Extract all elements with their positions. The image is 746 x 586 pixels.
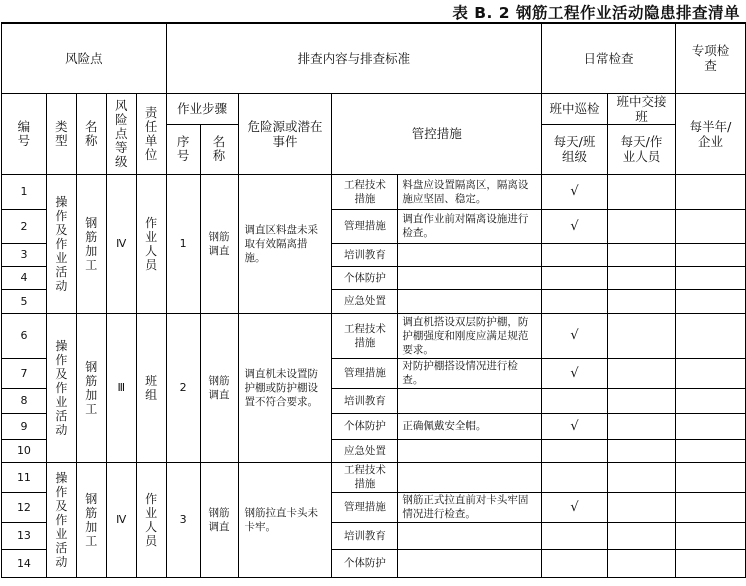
group-2-step-seq: 2 <box>166 313 200 462</box>
group-3-responsible: 作业人员 <box>136 462 166 577</box>
control-measure: 调直机搭设双层防护棚，防护棚强度和刚度应满足规范要求。 <box>398 313 542 358</box>
check-mark <box>542 462 608 492</box>
group-2-risk-level: Ⅲ <box>106 313 136 462</box>
header-risk-point: 风险点 <box>2 23 167 93</box>
check-cell <box>675 358 745 388</box>
group-2-name: 钢筋加工 <box>76 313 106 462</box>
control-measure <box>398 522 542 549</box>
control-measure <box>398 388 542 413</box>
check-cell <box>608 289 676 313</box>
document-title <box>0 0 746 22</box>
header-col-name: 名称 <box>76 93 106 174</box>
group-3-hazard: 钢筋拉直卡头未卡牢。 <box>238 462 332 577</box>
group-2-hazard: 调直机未设置防护棚或防护棚设置不符合要求。 <box>238 313 332 462</box>
control-measure <box>398 266 542 289</box>
header-freq-handover: 每天/作业人员 <box>608 124 676 174</box>
header-col-work-steps: 作业步骤 <box>166 93 238 124</box>
row-number: 10 <box>2 439 47 462</box>
check-cell <box>608 358 676 388</box>
group-3-name: 钢筋加工 <box>76 462 106 577</box>
header-col-control: 管控措施 <box>332 93 542 174</box>
control-label: 培训教育 <box>332 388 398 413</box>
control-measure <box>398 462 542 492</box>
check-mark <box>542 439 608 462</box>
header-special-inspection: 专项检查 <box>675 23 745 93</box>
control-label: 管理措施 <box>332 209 398 243</box>
group-1-hazard: 调直区料盘未采取有效隔离措施。 <box>238 174 332 313</box>
control-label: 应急处置 <box>332 439 398 462</box>
control-label: 个体防护 <box>332 413 398 439</box>
row-number: 14 <box>2 549 47 577</box>
row-number: 5 <box>2 289 47 313</box>
check-cell <box>608 522 676 549</box>
control-label: 工程技术措施 <box>332 313 398 358</box>
control-measure <box>398 439 542 462</box>
check-mark: √ <box>542 313 608 358</box>
header-daily-inspection: 日常检查 <box>542 23 676 93</box>
group-1-step-name: 钢筋调直 <box>200 174 238 313</box>
header-col-no: 编号 <box>2 93 47 174</box>
check-cell <box>608 413 676 439</box>
control-measure: 对防护棚搭设情况进行检查。 <box>398 358 542 388</box>
control-measure: 调直作业前对隔离设施进行检查。 <box>398 209 542 243</box>
check-mark: √ <box>542 174 608 209</box>
document-title-text: 表 B. 2 钢筋工程作业活动隐患排查清单 <box>452 4 740 22</box>
check-cell <box>608 266 676 289</box>
control-label: 培训教育 <box>332 243 398 266</box>
header-freq-special: 每半年/企业 <box>675 93 745 174</box>
check-cell <box>675 492 745 522</box>
check-cell <box>608 174 676 209</box>
row-number: 9 <box>2 413 47 439</box>
header-inspection-content: 排查内容与排查标准 <box>166 23 541 93</box>
row-number: 2 <box>2 209 47 243</box>
check-cell <box>675 313 745 358</box>
check-cell <box>675 549 745 577</box>
check-mark <box>542 388 608 413</box>
row-number: 4 <box>2 266 47 289</box>
row-number: 11 <box>2 462 47 492</box>
control-label: 个体防护 <box>332 549 398 577</box>
group-1-step-seq: 1 <box>166 174 200 313</box>
check-cell <box>675 174 745 209</box>
control-label: 工程技术措施 <box>332 462 398 492</box>
control-measure <box>398 289 542 313</box>
check-mark: √ <box>542 358 608 388</box>
control-label: 管理措施 <box>332 358 398 388</box>
check-cell <box>675 289 745 313</box>
group-3-step-name: 钢筋调直 <box>200 462 238 577</box>
group-3-risk-level: Ⅳ <box>106 462 136 577</box>
row-number: 8 <box>2 388 47 413</box>
check-mark: √ <box>542 209 608 243</box>
check-cell <box>608 388 676 413</box>
group-1-responsible: 作业人员 <box>136 174 166 313</box>
check-mark <box>542 549 608 577</box>
header-col-step-name: 名称 <box>200 124 238 174</box>
control-measure: 钢筋正式拉直前对卡头牢固情况进行检查。 <box>398 492 542 522</box>
control-label: 培训教育 <box>332 522 398 549</box>
row-number: 6 <box>2 313 47 358</box>
control-measure: 正确佩戴安全帽。 <box>398 413 542 439</box>
header-col-step-seq: 序号 <box>166 124 200 174</box>
check-cell <box>675 388 745 413</box>
check-cell <box>608 549 676 577</box>
group-3-type: 操作及作业活动 <box>46 462 76 577</box>
header-col-hazard: 危险源或潜在事件 <box>238 93 332 174</box>
group-2-type: 操作及作业活动 <box>46 313 76 462</box>
control-label: 个体防护 <box>332 266 398 289</box>
check-mark <box>542 289 608 313</box>
group-3-step-seq: 3 <box>166 462 200 577</box>
group-1-risk-level: Ⅳ <box>106 174 136 313</box>
row-number: 7 <box>2 358 47 388</box>
check-cell <box>608 462 676 492</box>
row-number: 12 <box>2 492 47 522</box>
check-cell <box>675 243 745 266</box>
header-freq-patrol: 每天/班组级 <box>542 124 608 174</box>
check-cell <box>608 243 676 266</box>
control-measure <box>398 243 542 266</box>
check-mark: √ <box>542 413 608 439</box>
control-measure <box>398 549 542 577</box>
control-label: 应急处置 <box>332 289 398 313</box>
row-number: 13 <box>2 522 47 549</box>
group-2-responsible: 班组 <box>136 313 166 462</box>
control-label: 工程技术措施 <box>332 174 398 209</box>
control-measure: 料盘应设置隔离区，隔离设施应坚固、稳定。 <box>398 174 542 209</box>
check-mark <box>542 243 608 266</box>
group-2-step-name: 钢筋调直 <box>200 313 238 462</box>
hazard-checklist-table <box>1 22 746 578</box>
check-cell <box>675 462 745 492</box>
check-cell <box>608 313 676 358</box>
row-number: 3 <box>2 243 47 266</box>
check-cell <box>608 492 676 522</box>
check-cell <box>675 413 745 439</box>
header-col-risk-level: 风险点等级 <box>106 93 136 174</box>
group-1-name: 钢筋加工 <box>76 174 106 313</box>
header-col-responsible: 责任单位 <box>136 93 166 174</box>
check-cell <box>675 522 745 549</box>
check-cell <box>675 266 745 289</box>
check-mark <box>542 266 608 289</box>
group-1-type: 操作及作业活动 <box>46 174 76 313</box>
header-col-shift-patrol: 班中巡检 <box>542 93 608 124</box>
check-mark <box>542 522 608 549</box>
check-cell <box>608 209 676 243</box>
row-number: 1 <box>2 174 47 209</box>
check-cell <box>675 439 745 462</box>
header-col-shift-handover: 班中交接班 <box>608 93 676 124</box>
control-label: 管理措施 <box>332 492 398 522</box>
header-col-type: 类型 <box>46 93 76 174</box>
check-cell <box>608 439 676 462</box>
check-mark: √ <box>542 492 608 522</box>
check-cell <box>675 209 745 243</box>
